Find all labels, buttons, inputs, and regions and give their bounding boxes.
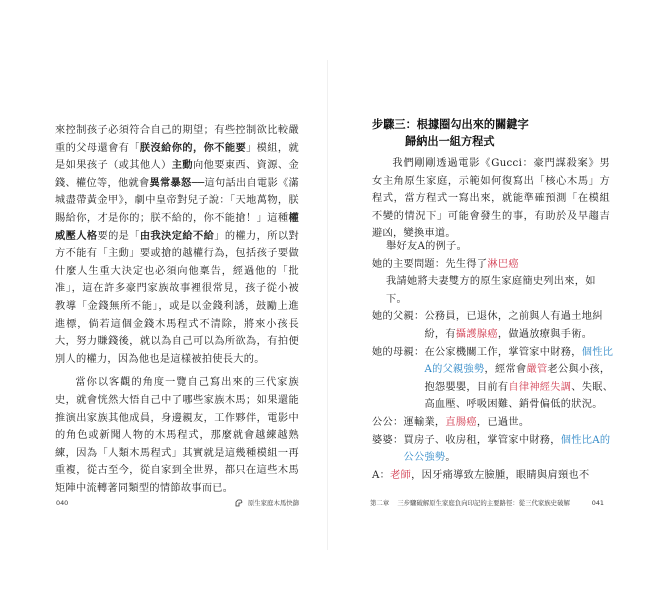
example-value bbox=[390, 467, 614, 485]
right-body-text bbox=[372, 155, 610, 249]
example-label: 她的父親： bbox=[372, 311, 425, 323]
example-value bbox=[424, 344, 614, 414]
bold-text: 朕沒給你的，你不能要 bbox=[139, 141, 247, 154]
example-label: 她的主要問題： bbox=[372, 258, 446, 270]
example-line bbox=[372, 256, 614, 274]
highlight-blue: 個性比A的公公強勢 bbox=[403, 434, 611, 464]
left-paragraph bbox=[55, 374, 299, 497]
left-body-text bbox=[55, 122, 299, 503]
left-page bbox=[0, 0, 327, 609]
example-line bbox=[372, 432, 614, 467]
highlight-red: 嚴管 bbox=[526, 364, 548, 376]
example-value bbox=[403, 432, 614, 467]
text-run: 先生得了 bbox=[445, 258, 488, 270]
text-run: 來控制孩子必須符合自己的期望；有些控制欲比較嚴重的父母還會有「 bbox=[55, 125, 299, 154]
text-run: 買房子、收房租，掌管家中財務， bbox=[403, 434, 561, 446]
example-value bbox=[445, 256, 614, 274]
example-line bbox=[372, 273, 614, 308]
text-run: ──這句話出自電影《滿城盡帶黃金甲》，劇中皇帝對兒子說：「天地萬物，朕賜給你，才是你的；朕不給的，你不能搶！」這種 bbox=[55, 177, 299, 224]
example-line bbox=[372, 467, 614, 485]
bold-text: 權威壓人格 bbox=[55, 211, 299, 242]
left-page-number: 040 bbox=[56, 499, 69, 507]
chapter-footer bbox=[370, 498, 570, 507]
text-run: 運輸業， bbox=[403, 416, 446, 428]
example-intro: 舉好友A的例子。 bbox=[386, 241, 468, 252]
text-run: 要的是「 bbox=[97, 230, 140, 242]
chapter-title: 三步驟破解原生家庭負向印記的主要路徑：從三代家族史破解 bbox=[397, 499, 570, 507]
bold-text: 主動 bbox=[171, 159, 193, 172]
example-block bbox=[372, 238, 614, 484]
example-value bbox=[403, 414, 614, 432]
example-line bbox=[372, 414, 614, 432]
example-line bbox=[372, 308, 614, 343]
text-run: ，經常會 bbox=[484, 364, 527, 376]
example-value bbox=[424, 308, 614, 343]
right-page-number: 041 bbox=[591, 498, 604, 507]
step-heading-line2: 歸納出一組方程式 bbox=[405, 135, 495, 148]
highlight-blue: 個性比A的父親強勢 bbox=[424, 346, 614, 376]
text-run: 老公與小孩，抱怨嬰嬰，目前有 bbox=[424, 364, 611, 393]
example-label: 她的母親： bbox=[372, 346, 425, 358]
text-run: 向他要東西、資源、金錢、權位等，他就會 bbox=[55, 160, 299, 189]
chapter-label: 第二章 bbox=[370, 499, 390, 507]
bold-text: 由我決定給不給 bbox=[139, 229, 215, 242]
right-footer bbox=[370, 498, 604, 507]
text-run: ，已過世。 bbox=[476, 416, 530, 428]
left-paragraph bbox=[55, 122, 299, 368]
text-run: 在公家機關工作，掌管家中財務， bbox=[424, 346, 582, 358]
example-label: 公公： bbox=[372, 416, 404, 428]
example-value bbox=[386, 273, 614, 308]
example-lines bbox=[372, 256, 614, 485]
bold-text: 異常暴怒 bbox=[149, 176, 192, 189]
right-paragraph: 我們剛剛透過電影《Gucci：豪門謀殺案》男女主角原生家庭，示範如何復寫出「核心木馬」方程式，當方程式一寫出來，就能準確預測「在模組不變的情況下」可能會發生的事，有助於及早趨吉避凶，變換車道。 bbox=[372, 158, 610, 240]
text-run: 我請她將夫妻雙方的原生家庭簡史列出來，如下。 bbox=[386, 276, 596, 305]
step-heading-line1: 步驟三：根據圈勾出來的關鍵字 bbox=[372, 118, 529, 131]
example-line bbox=[372, 344, 614, 414]
text-run: ，做過放療與手術。 bbox=[497, 328, 593, 340]
highlight-red: 老師 bbox=[390, 469, 412, 481]
text-run: 、失眠、高血壓、呼吸困難、銷骨偏低的狀況。 bbox=[424, 381, 614, 411]
book-title-footer bbox=[234, 498, 299, 508]
example-label: A： bbox=[372, 469, 391, 481]
example-label: 婆婆： bbox=[372, 434, 404, 446]
text-run: ，因牙痛導致左臉腫，眼睛與肩頸也不 bbox=[411, 469, 590, 481]
text-run: 。 bbox=[445, 452, 456, 464]
text-run: 」模組，就是如果孩子（或其他人） bbox=[55, 142, 300, 172]
highlight-red: 自律神經失調 bbox=[508, 381, 572, 393]
horse-logo-icon bbox=[234, 498, 244, 508]
highlight-red: 攝護腺癌 bbox=[455, 328, 498, 340]
left-footer bbox=[56, 498, 299, 508]
text-run: 公務員，已退休，之前與人有過土地糾紛，有 bbox=[424, 311, 603, 340]
text-run: 」的權力，所以對方不能有「主動」要或搶的越權行為，包括孩子要做什麼人生重大決定也必須向他稟告，經過他的「批准」，這在許多豪門家族故事裡很常見，孩子從小被教導「金錢無所不能」，或是以金錢利誘，鼓勵上進進標，倘若這個金錢木馬程式不清除，將來小孩長大，努力賺錢後，就以為自己可以為所欲為，有拍便別人的權力，因為他也是這樣被拍使長大的。 bbox=[55, 230, 299, 365]
book-title: 原生家庭木馬快篩 bbox=[247, 499, 299, 507]
highlight-red: 直腸癌 bbox=[445, 416, 477, 428]
text-run: 當你以客觀的角度一覽自己寫出來的三代家族史，就會恍然大悟自己中了哪些家族木馬；如果還能推演出家族其他成員，身邊親友，工作夥伴，電影中的角色或新聞人物的木馬程式，那麼就會越練越熟練，因為「人類木馬程式」其實就是這幾種模組一再重複，從古至今，從自家到全世界，都只在這些木馬矩陣中流轉著同類型的情節故事而已。 bbox=[55, 377, 299, 494]
highlight-red: 淋巴癌 bbox=[487, 258, 519, 270]
